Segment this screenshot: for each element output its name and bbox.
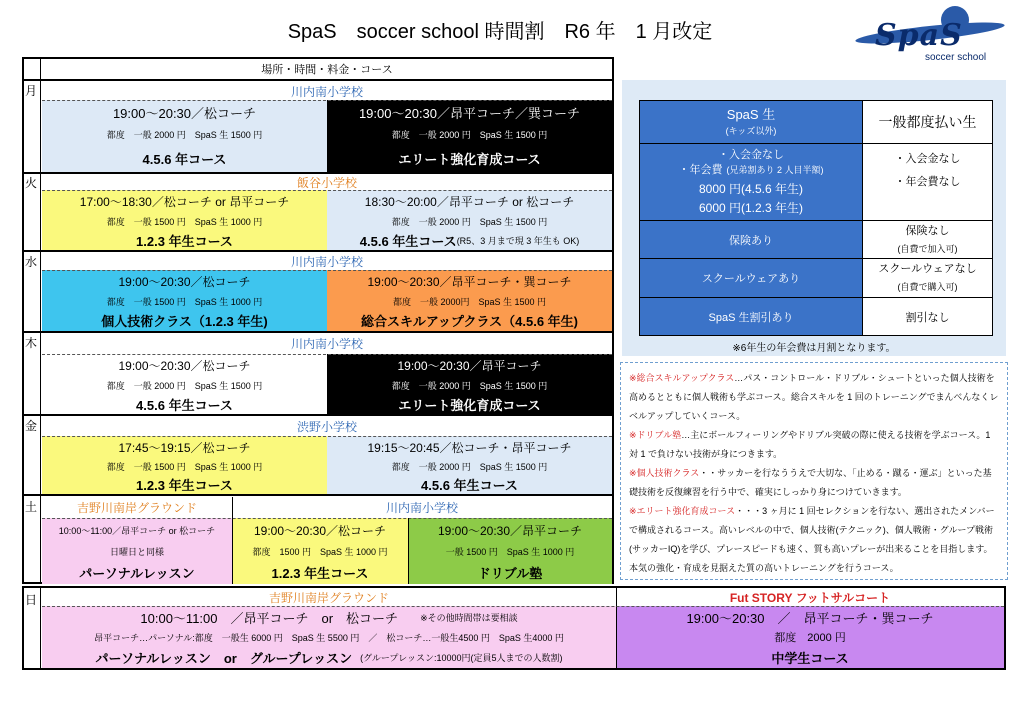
venue-sun-2: Fut STORY フットサルコート: [729, 590, 891, 605]
note-item: [629, 464, 999, 502]
compare-r4-spas: SpaS 生割引あり: [708, 311, 794, 324]
note-text: …主にボールフィーリングやドリブル突破の際に使える技術を学ぶコース。1 対 1 で負けない技術が身につきます。: [629, 430, 991, 459]
tue-b-fee: 都度 一般 2000 円 SpaS 生 1500 円: [391, 216, 548, 227]
fri-b-time: 19:15～20:45／松コーチ・昂平コーチ: [367, 440, 572, 455]
sun-day-col-line: [40, 588, 41, 668]
header-divider: [22, 79, 614, 81]
sun-a-time-row: [42, 607, 616, 627]
compare-r1-general-2: ・年会費なし: [894, 176, 961, 188]
sat-a-fee: 日曜日と同様: [109, 546, 164, 557]
tue-a-fee: 都度 一般 1500 円 SpaS 生 1000 円: [106, 216, 263, 227]
venue-tue: 飯谷小学校: [296, 175, 357, 190]
compare-r2-general-sub: (自費で加入可): [897, 243, 958, 254]
day-sat: 土: [24, 499, 37, 514]
venue-wed: 川内南小学校: [290, 254, 363, 269]
brand-logo: [845, 4, 1015, 66]
venue-fri: 渋野小学校: [296, 419, 357, 434]
fri-b-course: 4.5.6 年生コース: [421, 478, 518, 493]
fri-b-fee: 都度 一般 2000 円 SpaS 生 1500 円: [391, 461, 548, 472]
sun-a-course-note: (グループレッスン:10000円(定員5人までの人数割): [360, 652, 563, 663]
tue-a-course: 1.2.3 年生コース: [136, 233, 233, 249]
note-label: ※個人技術クラス: [629, 468, 700, 478]
compare-r1-spas-2: ・年会費: [678, 164, 723, 176]
compare-row-line-1: [640, 143, 992, 144]
compare-spas-head: SpaS 生: [726, 106, 776, 122]
sun-a-time: 10:00～11:00 ／昂平コーチ or 松コーチ: [140, 610, 399, 626]
note-label: ※エリート強化育成コース: [629, 506, 736, 516]
compare-r2-spas: 保険あり: [729, 234, 773, 247]
compare-r1-general-1: ・入会金なし: [894, 153, 961, 165]
sun-b-course: 中学生コース: [771, 650, 849, 666]
venue-sun-1: 吉野川南岸グラウンド: [268, 590, 389, 605]
fri-a-course: 1.2.3 年生コース: [136, 478, 233, 493]
sun-a-course-row: [42, 647, 616, 667]
wed-a-course: 個人技術クラス（1.2.3 年生): [101, 313, 268, 329]
day-sun: 日: [24, 592, 37, 607]
table-header: 場所・時間・料金・コース: [261, 64, 393, 76]
fri-sep: [22, 494, 614, 496]
tue-b-note: (R5、3 月まで現 3 年生も OK): [456, 235, 580, 246]
compare-r4-general: 割引なし: [905, 311, 950, 324]
note-item: [629, 502, 999, 578]
day-fri: 金: [24, 418, 37, 433]
sun-b-fee: 都度 2000 円: [774, 632, 846, 644]
tue-b-course: 4.5.6 年生コース: [359, 233, 457, 249]
compare-r1-spas-2-row: [640, 162, 862, 176]
sat-b-fee: 都度 1500 円 SpaS 生 1000 円: [252, 546, 388, 557]
compare-general-head: 一般都度払い生: [878, 114, 977, 130]
compare-r3-general-sub: (自費で購入可): [897, 281, 958, 292]
sat-a-time: 10:00～11:00／昂平コーチ or 松コーチ: [58, 525, 216, 536]
thu-sep: [22, 414, 614, 416]
compare-r1-price-1: 8000 円(4.5.6 年生): [698, 181, 804, 196]
compare-r3-spas: スクールウェアあり: [701, 273, 801, 285]
sat-c-fee: 一般 1500 円 SpaS 生 1000 円: [445, 546, 575, 557]
sun-a-fee: 昂平コーチ…パーソナル:都度 一般生 6000 円 SpaS 生 5500 円 ／ 松コーチ…一般生4500 円 SpaS 生4000 円: [94, 632, 564, 643]
sun-b-time: 19:00～20:30 ／ 昂平コーチ・巽コーチ: [686, 610, 934, 626]
fri-a-time: 17:45～19:15／松コーチ: [118, 440, 251, 455]
course-notes: [620, 362, 1008, 580]
wed-a-fee: 都度 一般 1500 円 SpaS 生 1000 円: [106, 296, 263, 307]
note-label: ※ドリブル塾: [629, 430, 682, 440]
note-label: ※総合スキルアップクラス: [629, 373, 735, 383]
wed-sep: [22, 331, 614, 333]
compare-footnote: ※6年生の年会費は月割となります。: [732, 342, 896, 354]
venue-mon: 川内南小学校: [290, 84, 363, 99]
day-thu: 木: [24, 335, 37, 350]
venue-sat-2: 川内南小学校: [385, 500, 458, 515]
venue-thu: 川内南小学校: [290, 336, 363, 351]
tue-b-time: 18:30～20:00／昂平コーチ or 松コーチ: [364, 194, 575, 209]
wed-b-fee: 都度 一般 2000円 SpaS 生 1500 円: [392, 296, 547, 307]
note-item: [629, 369, 999, 426]
venue-sat-1: 吉野川南岸グラウンド: [76, 500, 197, 515]
mon-b-time: 19:00～20:30／昂平コーチ／巽コーチ: [358, 105, 581, 121]
thu-b-course: エリート強化育成コース: [398, 397, 541, 413]
compare-r1-spas-1: ・入会金なし: [718, 149, 784, 161]
thu-a-fee: 都度 一般 2000 円 SpaS 生 1500 円: [106, 380, 263, 391]
wed-a-time: 19:00～20:30／松コーチ: [118, 274, 251, 289]
compare-r2-general: 保険なし: [905, 225, 950, 237]
note-text: ・・・3 ヶ月に 1 回セレクションを行ない、選出されたメンバーで構成されるコース。高いレベルの中で、個人技術(テクニック)、個人戦術・グループ戦術(サッカーIQ)を学び、プレースピードも速く、質も高いプレーが出来ることを目指します。本気の強化・育成を見据えた質の高いトレーニングを行うコース。: [629, 506, 995, 573]
day-wed: 水: [24, 254, 37, 269]
note-item: [629, 426, 999, 464]
compare-r3-general: スクールウェアなし: [878, 263, 977, 275]
wed-b-time: 19:00～20:30／昂平コーチ・巽コーチ: [367, 274, 572, 289]
sat-divider: [42, 518, 612, 519]
day-mon: 月: [24, 83, 37, 98]
day-tue: 火: [24, 175, 37, 190]
mon-a-time: 19:00～20:30／松コーチ: [112, 105, 257, 121]
thu-b-fee: 都度 一般 2000 円 SpaS 生 1500 円: [391, 380, 548, 391]
thu-a-course: 4.5.6 年生コース: [136, 397, 233, 413]
sat-b-course: 1.2.3 年生コース: [271, 565, 369, 581]
sun-a-time-note: ※その他時間帯は要相談: [420, 612, 518, 623]
mon-a-fee: 都度 一般 2000 円 SpaS 生 1500 円: [106, 129, 263, 140]
page-title: SpaS soccer school 時間割 R6 年 1 月改定: [287, 20, 713, 43]
logo-subtext: soccer school: [925, 52, 987, 63]
mon-a-course: 4.5.6 年コース: [142, 151, 227, 167]
tue-b-course-wrap: [327, 230, 612, 250]
sat-c-time: 19:00～20:30／昂平コーチ: [437, 523, 583, 538]
compare-r1-price-2: 6000 円(1.2.3 年生): [698, 200, 804, 215]
sat-a-course: パーソナルレッスン: [79, 565, 195, 581]
thu-a-time: 19:00～20:30／松コーチ: [118, 358, 251, 373]
mon-b-course: エリート強化育成コース: [398, 151, 541, 167]
sat-b-time: 19:00～20:30／松コーチ: [253, 523, 387, 538]
logo-text: SpaS: [875, 18, 963, 53]
note-text: ・・サッカーを行なううえで大切な、「止める・蹴る・運ぶ」といった基礎技術を反復練習を行う中で、確実にしっかり身につけていきます。: [629, 468, 992, 497]
sun-a-course: パーソナルレッスン or グループレッスン: [95, 650, 353, 666]
mon-b-fee: 都度 一般 2000 円 SpaS 生 1500 円: [391, 129, 548, 140]
thu-b-time: 19:00～20:30／昂平コーチ: [397, 358, 542, 373]
sat-c-course: ドリブル塾: [477, 565, 543, 581]
tue-a-time: 17:00～18:30／松コーチ or 昂平コーチ: [79, 194, 290, 209]
day-column-divider: [40, 59, 41, 584]
note-text: …パス・コントロール・ドリブル・シュートといった個人技術を高めるとともに個人戦術も学ぶコース。総合スキルを 1 回のトレーニングでまんべんなくレベルアップしていくコース。: [629, 373, 999, 421]
compare-r1-spas-sub: (兄弟割あり 2 人目半額): [726, 164, 824, 175]
fri-a-fee: 都度 一般 1500 円 SpaS 生 1000 円: [106, 461, 263, 472]
wed-b-course: 総合スキルアップクラス（4.5.6 年生): [360, 313, 579, 329]
compare-spas-head-sub: (キッズ以外): [725, 125, 777, 136]
